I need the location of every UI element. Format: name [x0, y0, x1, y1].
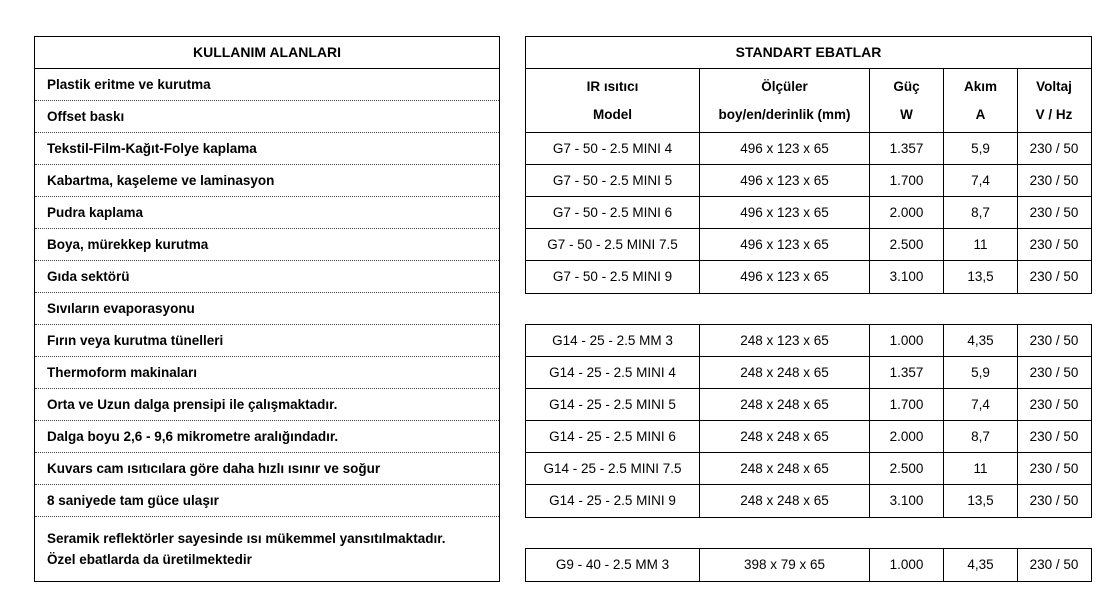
current-cell: 7,4 — [944, 165, 1018, 196]
table-row — [526, 165, 1091, 197]
standard-sizes-title: STANDART EBATLAR — [526, 37, 1091, 69]
usage-area-item: Kuvars cam ısıtıcılara göre daha hızlı ısınır ve soğur — [35, 453, 499, 485]
power-cell: 1.000 — [870, 325, 944, 356]
dimensions-cell: 496 x 123 x 65 — [700, 261, 870, 293]
dimensions-cell: 248 x 248 x 65 — [700, 357, 870, 388]
current-cell: 13,5 — [944, 261, 1018, 293]
g14-models-table — [525, 324, 1092, 518]
dimensions-cell: 496 x 123 x 65 — [700, 165, 870, 196]
table-row — [526, 421, 1091, 453]
usage-area-item: Thermoform makinaları — [35, 357, 499, 389]
table-row — [526, 389, 1091, 421]
column-header — [1018, 69, 1090, 132]
power-cell: 3.100 — [870, 261, 944, 293]
voltage-cell: 230 / 50 — [1029, 173, 1079, 188]
dimensions-cell: 248 x 248 x 65 — [700, 453, 870, 484]
model-cell: G14 - 25 - 2.5 MINI 7.5 — [526, 453, 700, 484]
voltage-cell: 230 / 50 — [1029, 205, 1079, 220]
voltage-cell: 230 / 50 — [1029, 237, 1079, 252]
power-cell: 3.100 — [870, 485, 944, 517]
usage-area-item: Tekstil-Film-Kağıt-Folye kaplama — [35, 133, 499, 165]
model-cell: G14 - 25 - 2.5 MINI 5 — [526, 389, 700, 420]
model-cell: G7 - 50 - 2.5 MINI 9 — [526, 261, 700, 293]
column-header-title: Akım — [963, 78, 997, 94]
power-cell: 2.500 — [870, 229, 944, 260]
usage-note-line: Seramik reflektörler sayesinde ısı mükemmel yansıtılmaktadır. — [47, 531, 446, 546]
voltage-cell: 230 / 50 — [1029, 269, 1079, 284]
dimensions-cell: 248 x 248 x 65 — [700, 389, 870, 420]
current-cell: 4,35 — [944, 549, 1018, 581]
table-row — [526, 485, 1091, 517]
usage-areas-table — [34, 36, 500, 582]
power-cell: 1.700 — [870, 389, 944, 420]
voltage-cell: 230 / 50 — [1029, 557, 1079, 572]
current-cell: 5,9 — [944, 357, 1018, 388]
power-cell: 1.000 — [870, 549, 944, 581]
dimensions-cell: 248 x 248 x 65 — [700, 485, 870, 517]
voltage-cell: 230 / 50 — [1029, 365, 1079, 380]
g9-models-table — [525, 548, 1092, 582]
column-header — [700, 69, 870, 132]
column-header-unit: V / Hz — [1035, 107, 1073, 123]
usage-areas-title: KULLANIM ALANLARI — [35, 37, 499, 69]
current-cell: 8,7 — [944, 197, 1018, 228]
table-row — [526, 325, 1091, 357]
usage-area-item: Offset baskı — [35, 101, 499, 133]
voltage-cell: 230 / 50 — [1029, 493, 1079, 508]
column-header-title: Güç — [893, 78, 920, 94]
dimensions-cell: 496 x 123 x 65 — [700, 197, 870, 228]
current-cell: 7,4 — [944, 389, 1018, 420]
model-cell: G14 - 25 - 2.5 MINI 4 — [526, 357, 700, 388]
power-cell: 2.000 — [870, 197, 944, 228]
column-header-unit: W — [900, 107, 913, 123]
usage-area-item: 8 saniyede tam güce ulaşır — [35, 485, 499, 517]
current-cell: 11 — [944, 453, 1018, 484]
current-cell: 5,9 — [944, 133, 1018, 164]
model-cell: G9 - 40 - 2.5 MM 3 — [526, 549, 700, 581]
power-cell: 2.000 — [870, 421, 944, 452]
column-header — [870, 69, 944, 132]
usage-area-item: Gıda sektörü — [35, 261, 499, 293]
usage-areas-list — [35, 69, 499, 517]
voltage-cell: 230 / 50 — [1029, 397, 1079, 412]
power-cell: 1.357 — [870, 133, 944, 164]
model-cell: G7 - 50 - 2.5 MINI 7.5 — [526, 229, 700, 260]
table-row — [526, 357, 1091, 389]
model-cell: G14 - 25 - 2.5 MM 3 — [526, 325, 700, 356]
power-cell: 1.357 — [870, 357, 944, 388]
table-row — [526, 549, 1091, 581]
table-row — [526, 261, 1091, 293]
usage-area-item: Plastik eritme ve kurutma — [35, 69, 499, 101]
usage-area-item: Sıvıların evaporasyonu — [35, 293, 499, 325]
g9-models-group — [526, 549, 1091, 581]
column-header-unit: A — [975, 107, 986, 123]
usage-area-item: Pudra kaplama — [35, 197, 499, 229]
current-cell: 4,35 — [944, 325, 1018, 356]
column-headers — [526, 69, 1091, 133]
voltage-cell: 230 / 50 — [1029, 461, 1079, 476]
model-cell: G7 - 50 - 2.5 MINI 4 — [526, 133, 700, 164]
power-cell: 2.500 — [870, 453, 944, 484]
usage-note-line: Özel ebatlarda da üretilmektedir — [47, 552, 252, 567]
dimensions-cell: 398 x 79 x 65 — [700, 549, 870, 581]
power-cell: 1.700 — [870, 165, 944, 196]
g7-models-group — [526, 133, 1091, 293]
column-header — [944, 69, 1018, 132]
table-row — [526, 197, 1091, 229]
column-header — [526, 69, 700, 132]
model-cell: G7 - 50 - 2.5 MINI 5 — [526, 165, 700, 196]
model-cell: G14 - 25 - 2.5 MINI 6 — [526, 421, 700, 452]
column-header-title: Ölçüler — [761, 78, 808, 94]
model-cell: G7 - 50 - 2.5 MINI 6 — [526, 197, 700, 228]
column-header-title: Voltaj — [1036, 78, 1072, 94]
usage-area-item: Boya, mürekkep kurutma — [35, 229, 499, 261]
g14-models-group — [526, 325, 1091, 517]
table-row — [526, 133, 1091, 165]
usage-note — [35, 517, 499, 570]
model-cell: G14 - 25 - 2.5 MINI 9 — [526, 485, 700, 517]
standard-sizes-table — [525, 36, 1092, 294]
usage-area-item: Orta ve Uzun dalga prensipi ile çalışmaktadır. — [35, 389, 499, 421]
usage-area-item: Fırın veya kurutma tünelleri — [35, 325, 499, 357]
dimensions-cell: 496 x 123 x 65 — [700, 133, 870, 164]
table-row — [526, 229, 1091, 261]
column-header-unit: Model — [593, 107, 632, 123]
column-header-unit: boy/en/derinlik (mm) — [718, 107, 851, 123]
column-header-title: IR ısıtıcı — [586, 78, 639, 94]
current-cell: 13,5 — [944, 485, 1018, 517]
usage-area-item: Dalga boyu 2,6 - 9,6 mikrometre aralığındadır. — [35, 421, 499, 453]
dimensions-cell: 496 x 123 x 65 — [700, 229, 870, 260]
table-row — [526, 453, 1091, 485]
current-cell: 11 — [944, 229, 1018, 260]
current-cell: 8,7 — [944, 421, 1018, 452]
usage-area-item: Kabartma, kaşeleme ve laminasyon — [35, 165, 499, 197]
dimensions-cell: 248 x 248 x 65 — [700, 421, 870, 452]
voltage-cell: 230 / 50 — [1029, 333, 1079, 348]
voltage-cell: 230 / 50 — [1029, 141, 1079, 156]
voltage-cell: 230 / 50 — [1029, 429, 1079, 444]
dimensions-cell: 248 x 123 x 65 — [700, 325, 870, 356]
